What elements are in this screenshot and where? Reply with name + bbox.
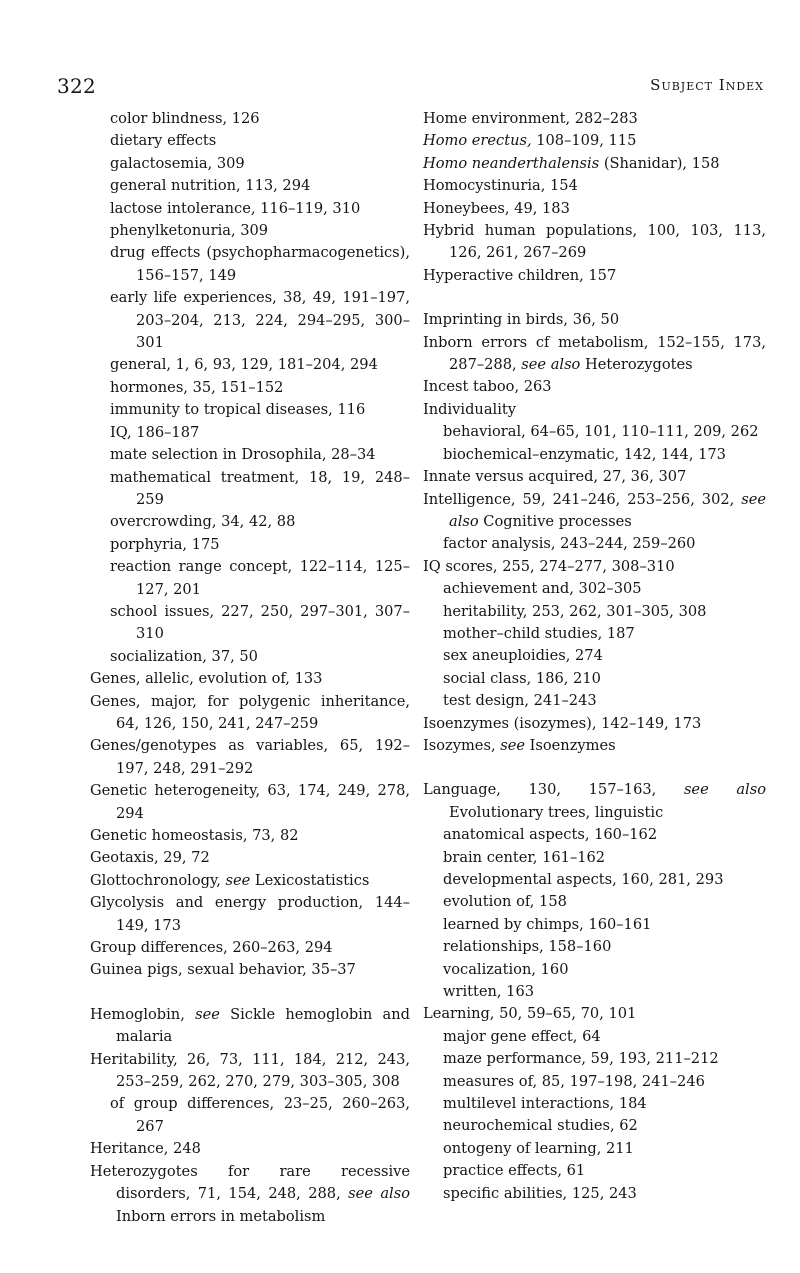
entry-text: Home environment, 282–283 [423, 110, 638, 127]
index-subentry [423, 959, 766, 981]
entry-text: ontogeny of learning, 211 [443, 1139, 634, 1157]
entry-text: Genes, major, for polygenic inheritance, 64, 126, 150, 241, 247–259 [90, 692, 410, 732]
see-reference: see also [683, 781, 766, 799]
index-subentry [90, 153, 410, 175]
see-reference: see [500, 736, 525, 754]
index-subentry [90, 422, 410, 444]
entry-text: Heritability, 26, 73, 111, 184, 212, 243, 253–259, 262, 270, 279, 303–305, 308 [90, 1050, 410, 1091]
entry-text: behavioral, 64–65, 101, 110–111, 209, 262 [443, 423, 759, 441]
index-subentry [90, 242, 410, 287]
index-entry [90, 825, 410, 847]
entry-text: galactosemia, 309 [110, 154, 245, 172]
entry-text: brain center, 161–162 [443, 848, 606, 866]
entry-text-after: Lexicostatistics [250, 871, 370, 889]
entry-text-after: (Shanidar), 158 [599, 154, 720, 172]
entry-text: social class, 186, 210 [443, 669, 601, 687]
index-subentry [423, 869, 766, 891]
entry-text: Inborn errors cf metabolism, 152–155, 173, 287–288, [423, 333, 766, 374]
entry-text: practice effects, 61 [443, 1162, 586, 1180]
entry-text: biochemical–enzymatic, 142, 144, 173 [443, 445, 726, 463]
see-reference: see [195, 1005, 220, 1023]
entry-text-after: Cognitive processes [478, 512, 632, 530]
entry-text: heritability, 253, 262, 301–305, 308 [443, 602, 707, 620]
index-subentry [423, 1138, 766, 1160]
index-entry [423, 198, 766, 220]
entry-text: Honeybees, 49, 183 [423, 199, 570, 217]
index-entry [423, 153, 766, 175]
index-subentry [90, 108, 410, 130]
index-subentry [423, 1115, 766, 1137]
entry-text: learned by chimps, 160–161 [443, 915, 652, 933]
entry-text: measures of, 85, 197–198, 241–246 [443, 1072, 705, 1090]
entry-text: general, 1, 6, 93, 129, 181–204, 294 [110, 356, 378, 374]
entry-text: Geotaxis, 29, 72 [90, 849, 210, 867]
index-entry [90, 937, 410, 959]
index-subentry [423, 891, 766, 913]
index-subentry [423, 690, 766, 712]
index-subentry [423, 981, 766, 1003]
index-subentry [423, 623, 766, 645]
index-subentry [423, 601, 766, 623]
entry-text: maze performance, 59, 193, 211–212 [443, 1050, 719, 1068]
index-subentry [423, 1183, 766, 1205]
entry-text: evolution of, 158 [443, 893, 567, 911]
section-gap [90, 982, 410, 1004]
see-reference: see [225, 871, 251, 889]
index-subentry [423, 1071, 766, 1093]
entry-text: Glycolysis and energy production, 144–149, 173 [90, 894, 410, 934]
entry-text: IQ scores, 255, 274–277, 308–310 [423, 557, 675, 575]
entry-text-after: Isoenzymes [524, 736, 616, 754]
index-entry [90, 892, 410, 937]
index-subentry [423, 1026, 766, 1048]
index-subentry [90, 511, 410, 533]
entry-text: written, 163 [443, 983, 535, 1001]
index-column-right [423, 108, 766, 1205]
index-entry [90, 1049, 410, 1094]
entry-text: socialization, 37, 50 [110, 647, 258, 665]
entry-text-after: 108–109, 115 [531, 132, 637, 150]
entry-text-after: Evolutionary trees, linguistic [449, 803, 664, 821]
entry-text: factor analysis, 243–244, 259–260 [443, 535, 696, 553]
entry-text-after: Heterozygotes [580, 356, 693, 374]
index-subentry [90, 354, 410, 376]
entry-text: anatomical aspects, 160–162 [443, 826, 658, 844]
entry-text: multilevel interactions, 184 [443, 1095, 647, 1113]
see-reference: see also [521, 356, 581, 374]
index-entry [90, 691, 410, 736]
taxon-name: Homo neanderthalensis [423, 154, 600, 172]
entry-text: Genes/genotypes as variables, 65, 192–197, 248, 291–292 [90, 737, 410, 777]
entry-text: Individuality [423, 400, 516, 418]
index-entry [423, 556, 766, 578]
entry-text: lactose intolerance, 116–119, 310 [110, 199, 361, 217]
entry-text: Genetic homeostasis, 73, 82 [90, 827, 299, 844]
entry-text: Heritance, 248 [90, 1140, 201, 1158]
entry-text: Heterozygotes for rare recessive disorders, 71, 154, 248, 288, [90, 1162, 410, 1203]
see-reference: see also [449, 490, 766, 530]
section-gap [423, 287, 766, 309]
index-subentry [90, 556, 410, 601]
index-column-left [90, 108, 410, 1228]
index-subentry [90, 220, 410, 242]
index-entry [423, 1003, 766, 1025]
index-subentry [423, 824, 766, 846]
entry-text: specific abilities, 125, 243 [443, 1184, 637, 1202]
index-subentry [90, 601, 410, 646]
entry-text-after: Sickle hemoglobin and malaria [116, 1005, 410, 1046]
entry-text: early life experiences, 38, 49, 191–197, 203–204, 213, 224, 294–295, 300–301 [110, 289, 410, 352]
entry-text: general nutrition, 113, 294 [110, 177, 311, 195]
index-subentry [90, 534, 410, 556]
entry-text: Genes, allelic, evolution of, 133 [90, 670, 323, 688]
entry-text: phenylketonuria, 309 [110, 222, 269, 240]
index-subentry [423, 578, 766, 600]
index-entry [90, 735, 410, 780]
index-subentry [423, 914, 766, 936]
entry-text: Incest taboo, 263 [423, 378, 552, 396]
entry-text: hormones, 35, 151–152 [110, 378, 284, 396]
index-subentry [90, 175, 410, 197]
index-entry [423, 489, 766, 534]
index-entry [90, 1161, 410, 1228]
index-subentry [423, 645, 766, 667]
entry-text: Imprinting in birds, 36, 50 [423, 311, 620, 329]
index-subentry [90, 130, 410, 152]
index-entry [423, 108, 766, 130]
index-entry [423, 220, 766, 265]
entry-text: Guinea pigs, sexual behavior, 35–37 [90, 961, 356, 979]
index-subentry [423, 847, 766, 869]
entry-text: of group differences, 23–25, 260–263, 267 [110, 1095, 410, 1135]
index-subentry [90, 1093, 410, 1138]
index-entry [90, 847, 410, 869]
entry-text: Group differences, 260–263, 294 [90, 939, 333, 957]
entry-text: relationships, 158–160 [443, 938, 612, 956]
index-entry [423, 466, 766, 488]
index-subentry [423, 1160, 766, 1182]
page-number: 322 [57, 74, 97, 98]
entry-text: developmental aspects, 160, 281, 293 [443, 871, 724, 888]
entry-text: mother–child studies, 187 [443, 624, 635, 642]
running-head: Subject Index [650, 76, 764, 94]
entry-text: test design, 241–243 [443, 692, 597, 710]
entry-text-after: Inborn errors in metabolism [116, 1207, 326, 1225]
index-entry [423, 713, 766, 735]
section-gap [423, 757, 766, 779]
index-entry [90, 959, 410, 981]
entry-text: Hemoglobin, [90, 1005, 196, 1023]
entry-text: school issues, 227, 250, 297–301, 307–310 [110, 602, 410, 643]
taxon-name: Homo erectus, [423, 132, 532, 150]
index-entry [90, 668, 410, 690]
index-subentry [90, 646, 410, 668]
entry-text: color blindness, 126 [110, 110, 260, 127]
index-subentry [90, 399, 410, 421]
entry-text: mate selection in Drosophila, 28–34 [110, 446, 376, 464]
entry-text: Intelligence, 59, 241–246, 253–256, 302, [423, 490, 742, 508]
index-subentry [423, 668, 766, 690]
index-subentry [423, 936, 766, 958]
entry-text: reaction range concept, 122–114, 125–127, 201 [110, 558, 410, 598]
entry-text: Hyperactive children, 157 [423, 266, 617, 284]
entry-text: Homocystinuria, 154 [423, 177, 578, 195]
entry-text: dietary effects [110, 132, 217, 150]
index-entry [90, 780, 410, 825]
index-subentry [423, 533, 766, 555]
entry-text: major gene effect, 64 [443, 1027, 601, 1045]
entry-text: neurochemical studies, 62 [443, 1117, 638, 1135]
index-entry [423, 399, 766, 421]
entry-text: Learning, 50, 59–65, 70, 101 [423, 1005, 637, 1023]
entry-text: sex aneuploidies, 274 [443, 647, 603, 665]
index-subentry [423, 444, 766, 466]
index-entry [90, 1138, 410, 1160]
entry-text: immunity to tropical diseases, 116 [110, 401, 366, 419]
entry-text: Isozymes, [423, 736, 501, 754]
entry-text: Genetic heterogeneity, 63, 174, 249, 278, 294 [90, 782, 410, 822]
index-entry [423, 332, 766, 377]
entry-text: mathematical treatment, 18, 19, 248–259 [110, 468, 410, 508]
index-subentry [423, 421, 766, 443]
index-subentry [90, 198, 410, 220]
entry-text: Glottochronology, [90, 871, 226, 889]
index-entry [423, 376, 766, 398]
index-subentry [90, 444, 410, 466]
index-subentry [90, 377, 410, 399]
entry-text: vocalization, 160 [443, 960, 569, 978]
entry-text: drug effects (psychopharmacogenetics), 156–157, 149 [110, 244, 410, 284]
entry-text: Language, 130, 157–163, [423, 781, 684, 799]
index-entry [423, 175, 766, 197]
entry-text: Innate versus acquired, 27, 36, 307 [423, 468, 687, 486]
index-subentry [90, 287, 410, 354]
entry-text: IQ, 186–187 [110, 423, 200, 441]
entry-text: Isoenzymes (isozymes), 142–149, 173 [423, 714, 702, 732]
entry-text: achievement and, 302–305 [443, 580, 642, 598]
index-entry [423, 309, 766, 331]
index-subentry [90, 467, 410, 512]
see-reference: see also [348, 1185, 411, 1203]
index-subentry [423, 1048, 766, 1070]
index-subentry [423, 1093, 766, 1115]
index-entry [90, 870, 410, 892]
entry-text: overcrowding, 34, 42, 88 [110, 513, 296, 531]
index-entry [423, 265, 766, 287]
index-entry [90, 1004, 410, 1049]
index-entry [423, 130, 766, 152]
entry-text: Hybrid human populations, 100, 103, 113, 126, 261, 267–269 [423, 222, 766, 262]
index-entry [423, 779, 766, 824]
entry-text: porphyria, 175 [110, 535, 220, 553]
index-entry [423, 735, 766, 757]
